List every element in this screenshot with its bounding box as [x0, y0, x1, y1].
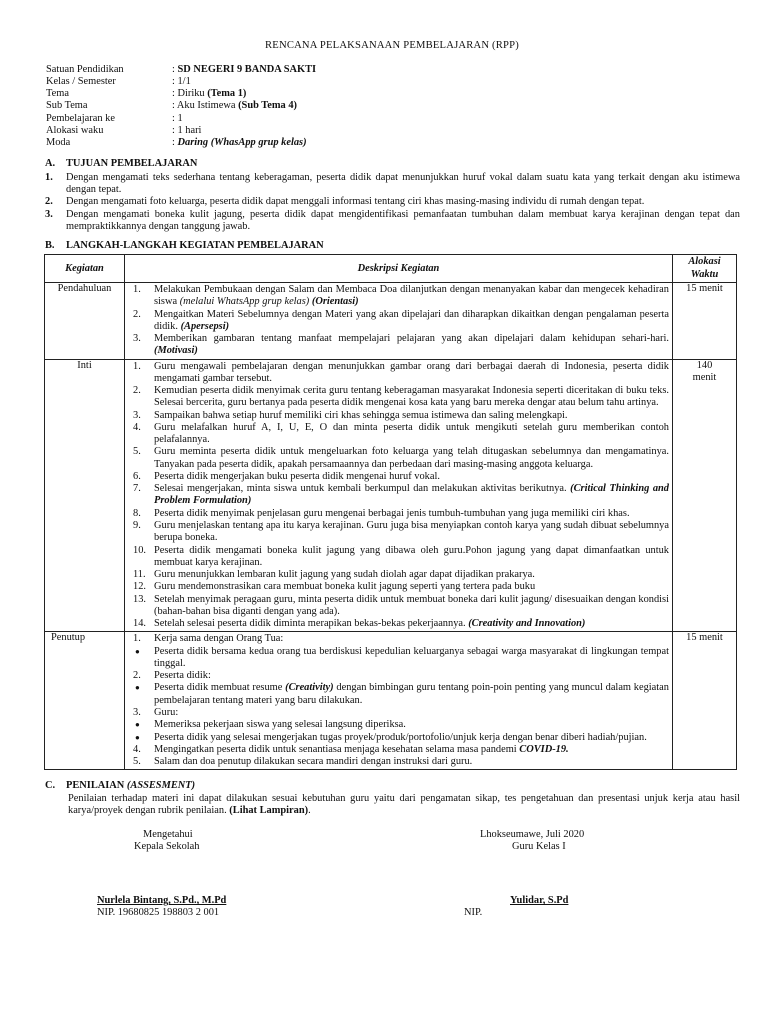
step-text	[154, 732, 669, 744]
text-run: Memberikan gambaran tentang manfaat mempelajari pelajaran yang akan dipelajari dalam kehidupan sehari-hari.	[154, 333, 669, 345]
step-item	[129, 670, 669, 682]
step-number: 1.	[133, 360, 141, 372]
text-run: Guru mendemonstrasikan cara membuat boneka kulit jagung seperti yang tertera pada buku	[154, 581, 536, 593]
identity-value	[172, 64, 740, 76]
text-run: Salam dan doa penutup dilakukan secara mandiri dengan instruksi dari guru.	[154, 756, 473, 768]
step-number: 1.	[133, 283, 141, 295]
identity-value	[172, 137, 740, 149]
goal-item	[44, 172, 740, 197]
identity-key: Tema	[46, 88, 69, 100]
step-number: 2.	[133, 308, 141, 320]
header-deskripsi: Deskripsi Kegiatan	[125, 255, 673, 283]
identity-key: Sub Tema	[46, 100, 88, 112]
step-number: 4.	[133, 421, 141, 433]
section-title: LANGKAH-LANGKAH KEGIATAN PEMBELAJARAN	[66, 240, 324, 252]
step-number: 5.	[133, 756, 141, 768]
text-run: :	[172, 63, 178, 75]
step-text	[154, 471, 669, 483]
header-kegiatan: Kegiatan	[45, 255, 125, 283]
document-title: RENCANA PELAKSANAAN PEMBELAJARAN (RPP)	[265, 40, 519, 51]
identity-row	[46, 100, 740, 112]
text-run: (Lihat Lampiran)	[229, 804, 309, 816]
step-item	[129, 446, 669, 471]
step-text	[154, 719, 669, 731]
step-number: 2.	[133, 385, 141, 397]
section-letter: A.	[45, 157, 56, 169]
text-run: Kerja sama dengan Orang Tua:	[154, 633, 284, 645]
step-text	[154, 618, 669, 630]
text-run: Kemudian peserta didik menyimak cerita guru tentang keberagaman masyarakat Indonesia seperti diceritakan di buku teks. Selesai bercerita, guru bertanya pada peserta didik mengenai kosa kata yang baru mereka dengar atau belum tahu artinya.	[154, 385, 669, 409]
assessment-text	[68, 793, 740, 818]
text-run: Peserta didik mengamati boneka kulit jagung yang dibawa oleh guru.Pohon jagung yang dapat dimanfaatkan untuk membuat karya kerajinan.	[154, 544, 669, 568]
activities-body	[45, 282, 737, 769]
section-letter: C.	[45, 780, 56, 792]
headmaster-nip: NIP. 19680825 198803 2 001	[97, 907, 220, 919]
text-run: (Apersepsi)	[180, 320, 230, 332]
step-item	[129, 569, 669, 581]
text-run: : Aku Istimewa	[172, 100, 239, 112]
text-run: : Diriku	[172, 88, 208, 100]
headmaster-name: Nurlela Bintang, S.Pd., M.Pd	[97, 895, 227, 907]
identity-value	[172, 100, 740, 112]
teacher-name: Yulidar, S.Pd	[510, 895, 569, 907]
description-cell	[125, 359, 673, 632]
goal-number: 1.	[45, 171, 53, 183]
identity-row	[46, 88, 740, 100]
text-run: .	[308, 804, 311, 816]
step-text	[154, 670, 669, 682]
text-run: Peserta didik:	[154, 670, 211, 682]
step-number: 13.	[133, 593, 146, 605]
step-item	[129, 719, 669, 731]
step-text	[154, 385, 669, 410]
step-number: 3.	[133, 409, 141, 421]
step-item	[129, 618, 669, 630]
text-run: Memeriksa pekerjaan siswa yang selesai langsung diperiksa.	[154, 719, 406, 731]
step-number: 3.	[133, 707, 141, 718]
step-text	[154, 483, 669, 508]
step-text	[154, 309, 669, 334]
goal-text: Dengan mengamati teks sederhana tentang keberagaman, peserta didik dapat menunjukkan huruf vokal dalam suatu kata yang terkait dengan aku istimewa dengan tepat.	[66, 171, 740, 196]
identity-row	[46, 76, 740, 88]
step-number: 12.	[133, 581, 146, 593]
step-item	[129, 422, 669, 447]
step-number: 9.	[133, 520, 141, 532]
identity-key: Kelas / Semester	[46, 75, 116, 87]
step-item	[129, 385, 669, 410]
text-run: Peserta didik mengerjakan buku peserta didik mengenai huruf vokal.	[154, 470, 440, 482]
text-run: (Critical Thinking and Problem Formulation)	[154, 483, 669, 507]
left-sign-line1: Mengetahui	[143, 829, 193, 841]
table-header-row	[45, 255, 737, 283]
identity-row	[46, 125, 740, 137]
section-c-heading	[44, 780, 740, 792]
text-run: Setelah menyimak peragaan guru, minta peserta didik untuk membuat boneka dari kulit jagung/ disesuaikan dengan kondisi (bahan-bahan bisa diganti dengan yang ada).	[154, 593, 669, 617]
step-number: 6.	[133, 470, 141, 482]
right-sign-line2: Guru Kelas I	[512, 841, 566, 853]
text-run: Guru:	[154, 707, 179, 718]
section-letter: B.	[45, 240, 55, 252]
table-row	[45, 282, 737, 359]
text-run: :	[172, 137, 178, 149]
step-item	[129, 284, 669, 309]
text-run: SD NEGERI 9 BANDA SAKTI	[177, 63, 317, 75]
step-item	[129, 581, 669, 593]
step-text	[154, 569, 669, 581]
step-text	[154, 520, 669, 545]
step-number: 4.	[133, 743, 141, 755]
text-run: Guru melafalkan huruf A, I, U, E, O dan minta peserta didik untuk mengikuti setelah guru memberikan contoh pelafalannya.	[154, 421, 669, 446]
step-number: 3.	[133, 333, 141, 345]
step-item	[129, 410, 669, 422]
step-text	[154, 707, 669, 719]
step-number: 5.	[133, 446, 141, 458]
text-run: (Creativity)	[285, 682, 334, 694]
step-text	[154, 646, 669, 671]
text-run: Selesai mengerjakan, minta siswa untuk kembali berkumpul dan melakukan aktivitas berikutnya.	[154, 483, 571, 495]
step-item	[129, 520, 669, 545]
bullet-marker: ●	[135, 683, 140, 693]
text-run: Guru menunjukkan lembaran kulit jagung yang sudah diolah agar dapat dijadikan prakarya.	[154, 569, 535, 581]
identity-value	[172, 113, 740, 125]
text-run: dengan bimbingan guru tentang poin-poin penting yang muncul dalam kegiatan pembelajaran tentang materi yang baru dilakukan.	[154, 682, 669, 706]
section-title	[66, 780, 740, 792]
text-run: Guru menjelaskan tentang apa itu karya kerajinan. Guru juga bisa menyiapkan contoh karya yang sudah dibuat sebelumnya berupa boneka.	[154, 520, 669, 544]
bullet-marker: ●	[135, 646, 140, 656]
identity-row	[46, 113, 740, 125]
text-run: Guru mengawali pembelajaran dengan menunjukkan gambar orang dari berbagai daerah di Indonesia, peserta didik mengamati gambar tersebut.	[154, 360, 669, 384]
step-text	[154, 744, 669, 756]
description-cell	[125, 632, 673, 770]
table-row	[45, 632, 737, 770]
step-text	[154, 422, 669, 447]
step-item	[129, 309, 669, 334]
text-run: (Orientasi)	[311, 296, 359, 308]
section-title-em: (ASSESMENT)	[126, 780, 196, 792]
description-cell	[125, 282, 673, 359]
text-run: Setelah selesai peserta didik diminta merapikan bekas-bekas pekerjaannya.	[154, 618, 469, 630]
step-item	[129, 646, 669, 671]
identity-key: Moda	[46, 137, 71, 149]
step-text	[154, 682, 669, 707]
text-run: Peserta didik menyimak penjelasan guru mengenai berbagai jenis tumbuh-tumbuhan yang juga memiliki ciri khas.	[154, 507, 630, 519]
text-run: Peserta didik membuat resume	[154, 682, 286, 694]
table-row	[45, 359, 737, 632]
identity-value	[172, 76, 740, 88]
step-number: 14.	[133, 618, 146, 630]
goal-number: 3.	[45, 208, 53, 220]
text-run: Sampaikan bahwa setiap huruf memiliki ciri khas sehingga semua istimewa dan saling melengkapi.	[154, 409, 568, 421]
step-text	[154, 508, 669, 520]
header-alokasi: Alokasi Waktu	[673, 255, 737, 283]
step-text	[154, 756, 669, 768]
section-a-heading	[44, 158, 740, 170]
identity-value	[172, 88, 740, 100]
step-text	[154, 410, 669, 422]
text-run: Mengingatkan peserta didik untuk senantiasa menjaga kesehatan selama masa pandemi	[154, 743, 520, 755]
identity-row	[46, 64, 740, 76]
text-run: Peserta didik bersama kedua orang tua berdiskusi kepedulian keluarganya sebagai warga masyarakat di lingkungan tempat tinggal.	[154, 645, 669, 669]
step-text	[154, 581, 669, 593]
identity-key: Satuan Pendidikan	[46, 63, 124, 75]
identity-key: Pembelajaran ke	[46, 112, 115, 124]
text-run: Daring (WhasApp grup kelas)	[177, 137, 307, 149]
bullet-marker: ●	[135, 720, 140, 730]
goals-list	[44, 172, 740, 233]
goal-text: Dengan mengamati boneka kulit jagung, peserta didik dapat mengidentifikasi pemanfaatan tumbuhan dalam membuat karya kerajinan dengan tepat dan mempraktikkannya dengan tanggung jawab.	[66, 208, 740, 232]
right-sign-line1: Lhokseumawe, Juli 2020	[480, 829, 585, 841]
step-number: 8.	[133, 507, 141, 519]
text-run: (Tema 1)	[207, 88, 247, 100]
text-run: (melalui WhatsApp grup kelas)	[179, 296, 310, 308]
goal-item	[44, 209, 740, 234]
bullet-marker: ●	[135, 732, 140, 742]
step-item	[129, 333, 669, 358]
text-run: Guru meminta peserta didik untuk mengeluarkan foto keluarga yang telah ditugaskan sebelumnya dan mengamatinya. Tanyakan pada peserta didik, apakah persamaannya dan perbedaan dari masing-masing anggota keluarga.	[154, 446, 669, 470]
step-item	[129, 545, 669, 570]
step-number: 10.	[133, 544, 146, 556]
text-run: (Creativity and Innovation)	[468, 618, 586, 630]
text-run: (Sub Tema 4)	[238, 100, 297, 112]
step-number: 11.	[133, 569, 146, 581]
step-item	[129, 471, 669, 483]
text-run: : 1	[172, 112, 183, 124]
activities-table	[44, 254, 737, 770]
step-text	[154, 284, 669, 309]
step-item	[129, 682, 669, 707]
allocation-cell: 15 menit	[673, 282, 737, 359]
text-run: : 1/1	[172, 75, 191, 87]
step-text	[154, 333, 669, 358]
signature-block	[44, 829, 740, 939]
identity-value	[172, 125, 740, 137]
step-item	[129, 707, 669, 719]
step-item	[129, 594, 669, 619]
step-text	[154, 545, 669, 570]
text-run: Peserta didik yang selesai mengerjakan tugas proyek/produk/portofolio/unjuk kerja dengan benar diberi hadiah/pujian.	[154, 731, 647, 743]
step-number: 2.	[133, 670, 141, 682]
phase-cell: Inti	[45, 359, 125, 632]
text-run: COVID-19.	[519, 743, 569, 755]
step-number: 1.	[133, 633, 141, 645]
phase-cell: Penutup	[45, 632, 125, 770]
section-b-heading	[44, 240, 740, 252]
step-text	[154, 446, 669, 471]
step-text	[154, 633, 669, 645]
step-item	[129, 756, 669, 768]
step-item	[129, 483, 669, 508]
goal-number: 2.	[45, 196, 53, 208]
identity-row	[46, 137, 740, 149]
goal-item	[44, 196, 740, 208]
text-run: Penilaian terhadap materi ini dapat dilakukan sesuai kebutuhan guru yaitu dari pengamatan sikap, tes pengetahuan dan presentasi unjuk kerja atau hasil karya/proyek dengan rubrik penilaian.	[68, 792, 740, 816]
text-run: (Motivasi)	[154, 345, 198, 357]
identity-key: Alokasi waku	[46, 124, 104, 136]
allocation-cell: 15 menit	[673, 632, 737, 770]
identity-block	[46, 64, 740, 150]
step-item	[129, 508, 669, 520]
text-run: Mengaitkan Materi Sebelumnya dengan Materi yang akan dipelajari dan diharapkan dikaitkan dengan pengalaman peserta didik.	[154, 308, 669, 332]
step-text	[154, 594, 669, 619]
section-title-plain: PENILAIAN	[66, 780, 127, 792]
goal-text: Dengan mengamati foto keluarga, peserta didik dapat menggali informasi tentang ciri khas masing-masing individu di rumah dengan tepat.	[66, 196, 645, 208]
section-title: TUJUAN PEMBELAJARAN	[66, 157, 198, 169]
step-text	[154, 361, 669, 386]
text-run: : 1 hari	[172, 124, 202, 136]
allocation-cell: 140 menit	[673, 359, 737, 632]
step-item	[129, 732, 669, 744]
step-number: 7.	[133, 483, 141, 495]
teacher-nip: NIP.	[464, 907, 483, 919]
step-item	[129, 361, 669, 386]
phase-cell: Pendahuluan	[45, 282, 125, 359]
step-item	[129, 744, 669, 756]
left-sign-line2: Kepala Sekolah	[134, 841, 200, 853]
text-run: Melakukan Pembukaan dengan Salam dan Membaca Doa dilanjutkan dengan menanyakan kabar dan mengecek kehadiran siswa	[154, 283, 669, 308]
step-item	[129, 633, 669, 645]
